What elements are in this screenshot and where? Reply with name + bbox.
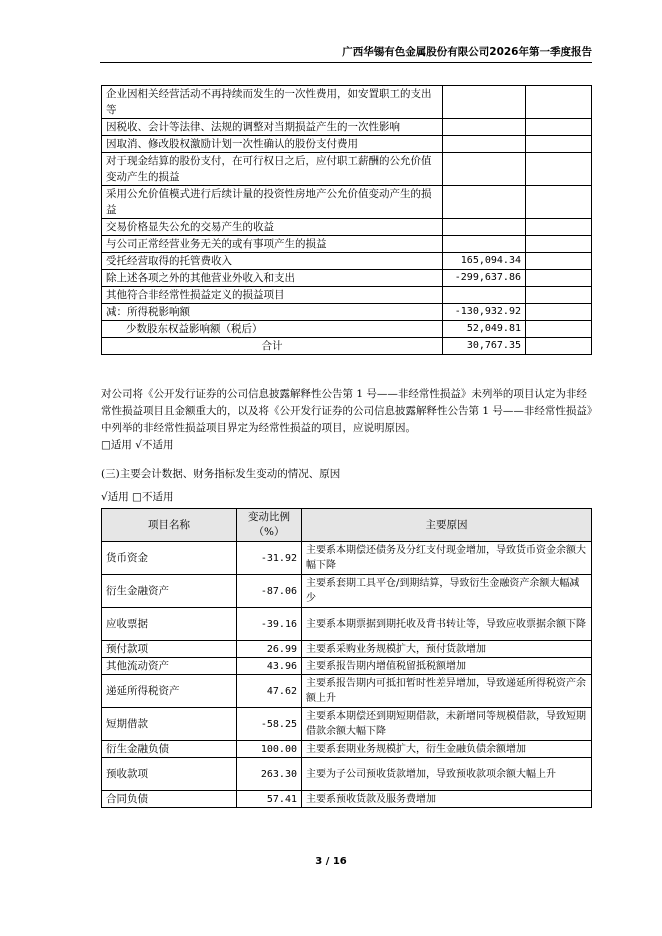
change-ratio: -87.06 [237,575,302,608]
table-row [102,675,592,708]
change-ratio: 57.41 [237,791,302,808]
section-three-heading: (三)主要会计数据、财务指标发生变动的情况、原因 [101,468,341,480]
change-reason: 主要系采购业务规模扩大，预付货款增加 [302,641,592,658]
total-amount: 30,767.35 [443,338,526,355]
item-label: 采用公允价值模式进行后续计量的投资性房地产公允价值变动产生的损益 [102,186,443,219]
table-row [102,741,592,758]
explanation-text: 对公司将《公开发行证券的公司信息披露解释性公告第 1 号——非经常性损益》未列举的项目认定为非经常性损益项目且金额重大的，以及将《公开发行证券的公司信息披露解释性公告第 1 号——非经常性损益》中列举的非经常性损益项目界定为经常性损益的项目，应说明原因。 [101,388,593,434]
item-amount: 52,049.81 [443,321,526,338]
change-reason: 主要系报告期内增值税留抵税额增加 [302,658,592,675]
header-main-reason: 主要原因 [302,509,592,542]
item-amount [443,119,526,136]
total-label: 合计 [102,338,443,355]
item-note [526,287,592,304]
item-note [526,270,592,287]
item-amount [443,186,526,219]
change-ratio: -31.92 [237,542,302,575]
change-ratio: 26.99 [237,641,302,658]
item-amount [443,287,526,304]
item-note [526,136,592,153]
change-ratio: -39.16 [237,608,302,641]
item-label: 少数股东权益影响额（税后） [102,321,443,338]
change-reason: 主要系套期业务规模扩大，衍生金融负债余额增加 [302,741,592,758]
item-note [526,304,592,321]
item-amount [443,219,526,236]
change-reason: 主要系本期票据到期托收及背书转让等，导致应收票据余额下降 [302,608,592,641]
item-note [526,219,592,236]
table-row [102,253,592,270]
change-item-name: 短期借款 [102,708,237,741]
change-item-name: 预收款项 [102,758,237,791]
table-row [102,321,592,338]
item-label: 因取消、修改股权激励计划一次性确认的股份支付费用 [102,136,443,153]
change-item-name: 应收票据 [102,608,237,641]
table-row [102,186,592,219]
table-row [102,708,592,741]
table-row [102,219,592,236]
item-label: 对于现金结算的股份支付，在可行权日之后，应付职工薪酬的公允价值变动产生的损益 [102,153,443,186]
table-row [102,119,592,136]
section-three-options: √适用 □不适用 [101,491,174,503]
table-row [102,641,592,658]
change-item-name: 递延所得税资产 [102,675,237,708]
item-amount [443,153,526,186]
item-label: 其他符合非经常性损益定义的损益项目 [102,287,443,304]
table-row [102,287,592,304]
change-ratio: 47.62 [237,675,302,708]
table-row [102,658,592,675]
table-row [102,758,592,791]
item-note [526,86,592,119]
change-ratio: 263.30 [237,758,302,791]
item-amount [443,86,526,119]
table-row [102,270,592,287]
nonrecurring-items-table [101,85,592,355]
item-label: 减：所得税影响额 [102,304,443,321]
item-amount: -130,932.92 [443,304,526,321]
change-ratio: 43.96 [237,658,302,675]
item-label: 企业因相关经营活动不再持续而发生的一次性费用，如安置职工的支出等 [102,86,443,119]
change-item-name: 货币资金 [102,542,237,575]
item-label: 除上述各项之外的其他营业外收入和支出 [102,270,443,287]
change-ratio: -58.25 [237,708,302,741]
applicability-options: □适用 √不适用 [101,439,174,451]
table-row [102,608,592,641]
explanation-paragraph [101,386,593,454]
item-label: 因税收、会计等法律、法规的调整对当期损益产生的一次性影响 [102,119,443,136]
change-reason: 主要系本期偿还到期短期借款，未新增同等规模借款，导致短期借款余额大幅下降 [302,708,592,741]
item-label: 与公司正常经营业务无关的或有事项产生的损益 [102,236,443,253]
table-row [102,153,592,186]
change-ratio: 100.00 [237,741,302,758]
item-amount: -299,637.86 [443,270,526,287]
item-note [526,236,592,253]
table-row [102,304,592,321]
change-reason: 主要系报告期内可抵扣暂时性差异增加，导致递延所得税资产余额上升 [302,675,592,708]
item-amount [443,236,526,253]
table-row [102,542,592,575]
header-item-name: 项目名称 [102,509,237,542]
item-note [526,119,592,136]
change-item-name: 衍生金融资产 [102,575,237,608]
change-item-name: 合同负债 [102,791,237,808]
change-reason: 主要系套期工具平仓/到期结算，导致衍生金融资产余额大幅减少 [302,575,592,608]
header-change-ratio: 变动比例（%） [237,509,302,542]
item-note [526,253,592,270]
table-row [102,136,592,153]
change-item-name: 其他流动资产 [102,658,237,675]
change-reason: 主要系预收货款及服务费增加 [302,791,592,808]
item-amount [443,136,526,153]
change-item-name: 衍生金融负债 [102,741,237,758]
item-note [526,186,592,219]
page-number: 3 / 16 [315,856,347,867]
item-amount: 165,094.34 [443,253,526,270]
table-row [102,86,592,119]
table-row [102,791,592,808]
change-reason: 主要为子公司预收货款增加，导致预收款项余额大幅上升 [302,758,592,791]
item-label: 受托经营取得的托管费收入 [102,253,443,270]
change-item-name: 预付款项 [102,641,237,658]
item-label: 交易价格显失公允的交易产生的收益 [102,219,443,236]
table-row [102,236,592,253]
changes-table [101,508,592,808]
page-header-title: 广西华锡有色金属股份有限公司2026年第一季度报告 [342,46,592,58]
item-note [526,153,592,186]
table-row [102,575,592,608]
header-rule [100,62,592,63]
total-row [102,338,592,355]
item-note [526,321,592,338]
change-reason: 主要系本期偿还债务及分红支付现金增加，导致货币资金余额大幅下降 [302,542,592,575]
total-note [526,338,592,355]
